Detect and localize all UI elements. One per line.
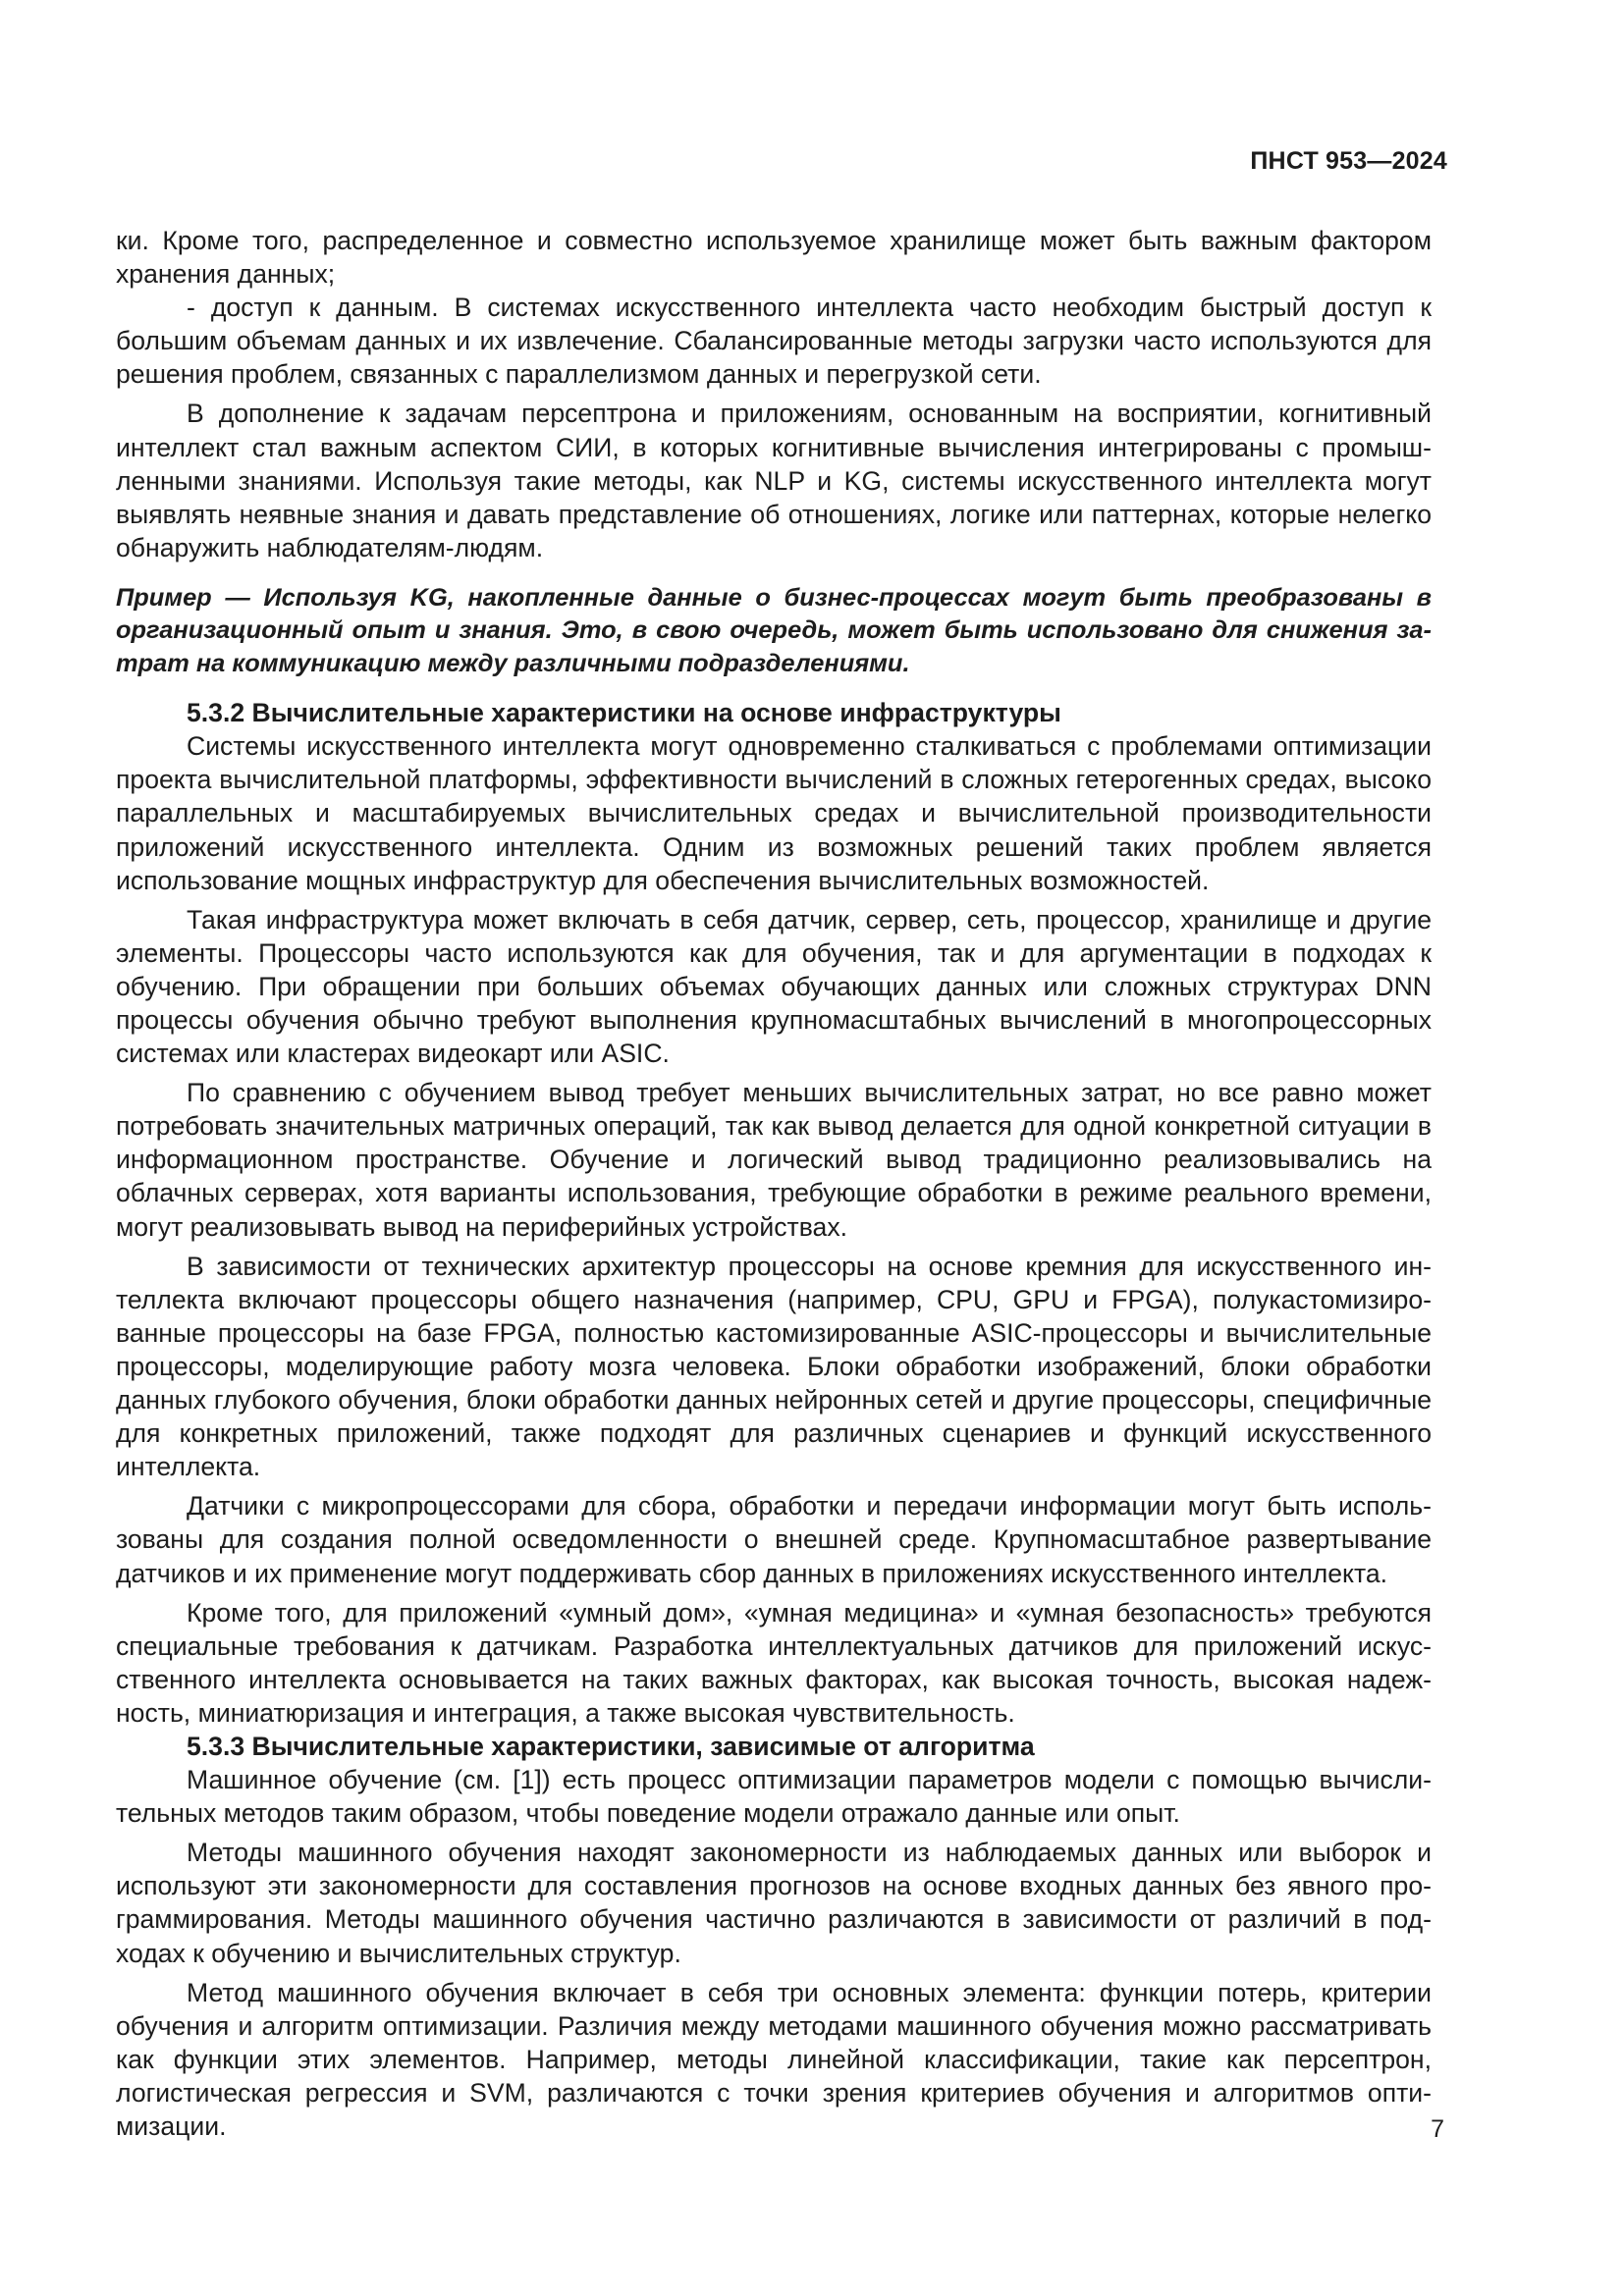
section-heading-5-3-3: 5.3.3 Вычислительные характеристики, зависимые от алгоритма (187, 1731, 1035, 1761)
paragraph-processors: В зависимости от технических архитектур процессоры на основе кремния для искусственного интеллекта включают процессоры общего назначения (например, CPU, GPU и FPGA), полукастомизированные процессоры на базе FPGA, полностью кастомизированные ASIC-процессоры и вычислительные процессоры, моделирующие работу мозга человека. Блоки обработки изображений, блоки обработки данных глубокого обучения, блоки обработки данных нейронных сетей и другие процессоры, специфичные для конкретных приложений, также подходят для различных сценариев и функций искусственного интеллекта. (116, 1251, 1432, 1482)
paragraph-infrastructure-challenges: Системы искусственного интеллекта могут одновременно сталкиваться с проблемами оптимизации проекта вычислительной платформы, эффективности вычислений в сложных гетерогенных средах, высоко параллельных и масштабируемых вычислительных средах и вычислительной производительности приложений искусственного интеллекта. Одним из возможных решений таких проблем является использование мощных инфраструктур для обеспечения вычислительных возможностей. (116, 731, 1432, 895)
example-note: Пример — Используя KG, накопленные данные о бизнес-процессах могут быть преобразованы в организационный опыт и знания. Это, в свою очередь, может быть использовано для снижения затрат на коммуникацию между различными подразделениями. (116, 583, 1432, 677)
paragraph-data-access: - доступ к данным. В системах искусственного интеллекта часто необходим быстрый доступ к большим объемам данных и их извлечение. Сбалансированные методы загрузки часто используются для решения проблем, связанных с параллелизмом данных и перегрузкой сети. (116, 293, 1432, 390)
paragraph-continuation: ки. Кроме того, распределенное и совместно используемое хранилище может быть важным фактором хранения данных; (116, 226, 1432, 290)
document-body (116, 224, 1432, 2143)
paragraph-machine-learning-methods: Методы машинного обучения находят закономерности из наблюдаемых данных или выборок и используют эти закономерности для составления прогнозов на основе входных данных без явного программирования. Методы машинного обучения частично различаются в зависимости от различий в подходах к обучению и вычислительных структур. (116, 1838, 1432, 1968)
paragraph-infrastructure-elements: Такая инфраструктура может включать в себя датчик, сервер, сеть, процессор, хранилище и другие элементы. Процессоры часто используются как для обучения, так и для аргументации в подходах к обучению. При обращении при больших объемах обучающих данных или сложных структурах DNN процессы обучения обычно требуют выполнения крупномасштабных вычислений в многопроцессорных системах или кластерах видеокарт или ASIC. (116, 904, 1432, 1069)
section-heading-5-3-2: 5.3.2 Вычислительные характеристики на основе инфраструктуры (187, 698, 1061, 728)
paragraph-inference: По сравнению с обучением вывод требует меньших вычислительных затрат, но все равно может потребовать значительных матричных операций, так как вывод делается для одной конкретной ситуации в информационном пространстве. Обучение и логический вывод традиционно реализовывались на облачных серверах, хотя варианты использования, требующие обработки в режиме реального времени, могут реализовывать вывод на периферийных устройствах. (116, 1078, 1432, 1242)
paragraph-machine-learning-definition: Машинное обучение (см. [1]) есть процесс оптимизации параметров модели с помощью вычислительных методов таким образом, чтобы поведение модели отражало данные или опыт. (116, 1765, 1432, 1829)
document-code: ПНСТ 953—2024 (1250, 147, 1447, 175)
paragraph-cognitive-intelligence: В дополнение к задачам персептрона и приложениям, основанным на восприятии, когнитивный интеллект стал важным аспектом СИИ, в которых когнитивные вычисления интегрированы с промышленными знаниями. Используя такие методы, как NLP и KG, системы искусственного интеллекта могут выявлять неявные знания и давать представление об отношениях, логике или паттернах, которые нелегко обнаружить наблюдателям-людям. (116, 399, 1432, 562)
paragraph-machine-learning-elements: Метод машинного обучения включает в себя три основных элемента: функции потерь, критерии обучения и алгоритм оптимизации. Различия между методами машинного обучения можно рассматривать как функции этих элементов. Например, методы линейной классификации, такие как персептрон, логистическая регрессия и SVM, различаются с точки зрения критериев обучения и алгоритмов оптимизации. (116, 1977, 1432, 2141)
paragraph-smart-applications: Кроме того, для приложений «умный дом», «умная медицина» и «умная безопасность» требуются специальные требования к датчикам. Разработка интеллектуальных датчиков для приложений искусственного интеллекта основывается на таких важных факторах, как высокая точность, высокая надежность, миниатюризация и интеграция, а также высокая чувствительность. (116, 1597, 1432, 1728)
paragraph-sensors: Датчики с микропроцессорами для сбора, обработки и передачи информации могут быть использованы для создания полной осведомленности о внешней среде. Крупномасштабное развертывание датчиков и их применение могут поддерживать сбор данных в приложениях искусственного интеллекта. (116, 1491, 1432, 1588)
page-number: 7 (1431, 2115, 1444, 2143)
